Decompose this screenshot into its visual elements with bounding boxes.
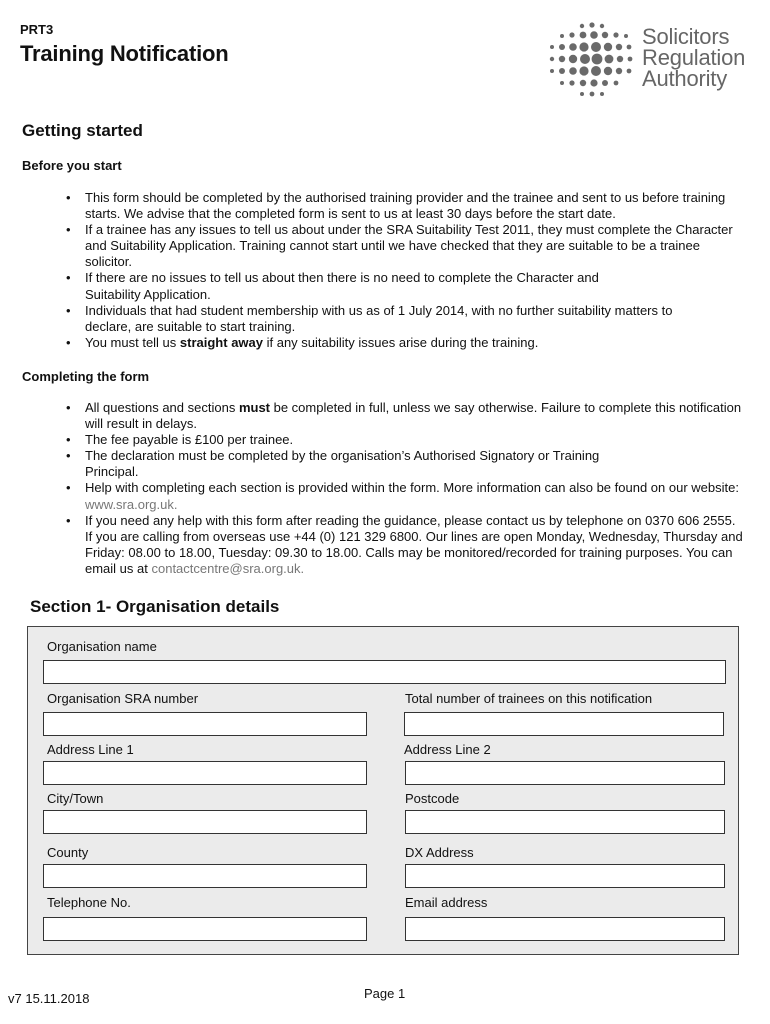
list-item-text: You must tell us xyxy=(85,334,180,350)
county-label: County xyxy=(47,845,89,860)
list-item: • The fee payable is £100 per trainee. xyxy=(66,432,294,448)
address-line-1-label: Address Line 1 xyxy=(47,742,134,757)
address-line-1-input[interactable] xyxy=(43,761,367,785)
form-code: PRT3 xyxy=(20,22,54,37)
list-item-text: The fee payable is £100 per trainee. xyxy=(85,432,294,448)
list-item: • Help with completing each section is provided within the form. More information can also be found on our website: www.sra.org.uk. xyxy=(66,480,739,512)
list-item: • The declaration must be completed by the organisation’s Authorised Signatory or Training Principal. xyxy=(66,448,600,480)
org-name-label: Organisation name xyxy=(47,639,157,654)
sra-logo xyxy=(544,20,754,100)
city-town-label: City/Town xyxy=(47,791,104,806)
county-input[interactable] xyxy=(43,864,367,888)
list-item: • If there are no issues to tell us about then there is no need to complete the Character and Suitability Application. xyxy=(66,270,599,302)
logo-line: Authority xyxy=(642,66,728,91)
page-number: Page 1 xyxy=(364,986,406,1001)
list-item: • This form should be completed by the authorised training provider and the trainee and sent to us before training starts. We advise that the completed form is sent to us at least 30 days before the start date. xyxy=(66,190,726,222)
list-item: • If a trainee has any issues to tell us about under the SRA Suitability Test 2011, they must complete the Character and Suitability Application. Training cannot start until we have checked that they are suitable to be a trainee solicitor. xyxy=(66,222,733,270)
organisation-details-panel xyxy=(27,626,739,955)
list-item-text: Individuals that had student membership with us as of 1 July 2014, with no further suitability matters to declare, are suitable to start training. xyxy=(85,302,673,334)
telephone-input[interactable] xyxy=(43,917,367,941)
postcode-input[interactable] xyxy=(405,810,725,834)
address-line-2-input[interactable] xyxy=(405,761,725,785)
list-item-emphasis: straight away xyxy=(179,334,263,350)
list-item-text: This form should be completed by the authorised training provider and the trainee and sent to us before training starts. We advise that the completed form is sent to us at least 30 days before the start date. xyxy=(85,190,726,222)
postcode-label: Postcode xyxy=(405,791,460,806)
sra-number-label: Organisation SRA number xyxy=(47,691,199,706)
list-item: • You must tell us straight away if any suitability issues arise during the training. xyxy=(66,334,539,350)
before-you-start-list xyxy=(66,190,746,351)
completing-the-form-heading: Completing the form xyxy=(22,369,150,384)
sra-website-link[interactable]: www.sra.org.uk. xyxy=(85,496,178,512)
before-you-start-heading: Before you start xyxy=(22,158,122,173)
email-input[interactable] xyxy=(405,917,725,941)
list-item-text: The declaration must be completed by the organisation’s Authorised Signatory or Training Principal. xyxy=(85,448,600,480)
sra-number-input[interactable] xyxy=(43,712,367,736)
address-line-2-label: Address Line 2 xyxy=(404,742,491,757)
list-item-text: if any suitability issues arise during the training. xyxy=(263,334,539,350)
page-title: Training Notification xyxy=(20,41,229,66)
dx-address-input[interactable] xyxy=(405,864,725,888)
list-item: • Individuals that had student membership with us as of 1 July 2014, with no further suitability matters to declare, are suitable to start training. xyxy=(66,302,673,334)
list-item-text: If you need any help with this form after reading the guidance, please contact us by telephone on 0370 606 2555. If you are calling from overseas use +44 (0) 121 329 6800. Our lines are open Monday, Wednesday, Thursday and Friday: 08.00 to 18.00, Tuesday: 09.30 to 18.00. Calls may be monitored/recorded for training purposes. You can email us at xyxy=(85,512,743,576)
city-town-input[interactable] xyxy=(43,810,367,834)
version-label: v7 15.11.2018 xyxy=(8,991,90,1006)
logo-line: Regulation xyxy=(642,45,746,70)
list-item-text: Help with completing each section is provided within the form. More information can also be found on our website: xyxy=(85,480,739,496)
list-item: • All questions and sections must be completed in full, unless we say otherwise. Failure to complete this notification will result in delays. xyxy=(66,400,742,432)
list-item: • If you need any help with this form after reading the guidance, please contact us by telephone on 0370 606 2555. If you are calling from overseas use +44 (0) 121 329 6800. Our lines are open Monday, Wednesday, Thursday and Friday: 08.00 to 18.00, Tuesday: 09.30 to 18.00. Calls may be monitored/recorded for training purposes. You can email us at contactcentre@sra.org.uk. xyxy=(66,512,743,576)
total-trainees-input[interactable] xyxy=(404,712,724,736)
list-item-text: If there are no issues to tell us about then there is no need to complete the Character and Suitability Application. xyxy=(85,270,599,302)
sra-logo-dots-icon xyxy=(544,20,640,100)
org-name-input[interactable] xyxy=(43,660,726,684)
getting-started-heading: Getting started xyxy=(22,121,143,140)
dx-address-label: DX Address xyxy=(405,845,474,860)
sra-logo-text xyxy=(642,26,745,89)
contact-email-link[interactable]: contactcentre@sra.org.uk. xyxy=(151,560,305,576)
email-label: Email address xyxy=(405,895,488,910)
section-1-heading: Section 1- Organisation details xyxy=(30,597,280,616)
list-item-text: If a trainee has any issues to tell us about under the SRA Suitability Test 2011, they must complete the Character and Suitability Application. Training cannot start until we have checked that they are suitable to be a trainee solicitor. xyxy=(85,222,733,270)
list-item-emphasis: must xyxy=(238,400,270,415)
list-item-text: All questions and sections xyxy=(85,400,239,415)
total-trainees-label: Total number of trainees on this notification xyxy=(405,691,653,706)
telephone-label: Telephone No. xyxy=(47,895,131,910)
list-item-text: be completed in full, unless we say otherwise. Failure to complete this notification will result in delays. xyxy=(85,400,742,432)
logo-line: Solicitors xyxy=(642,24,730,49)
completing-the-form-list xyxy=(66,400,746,577)
